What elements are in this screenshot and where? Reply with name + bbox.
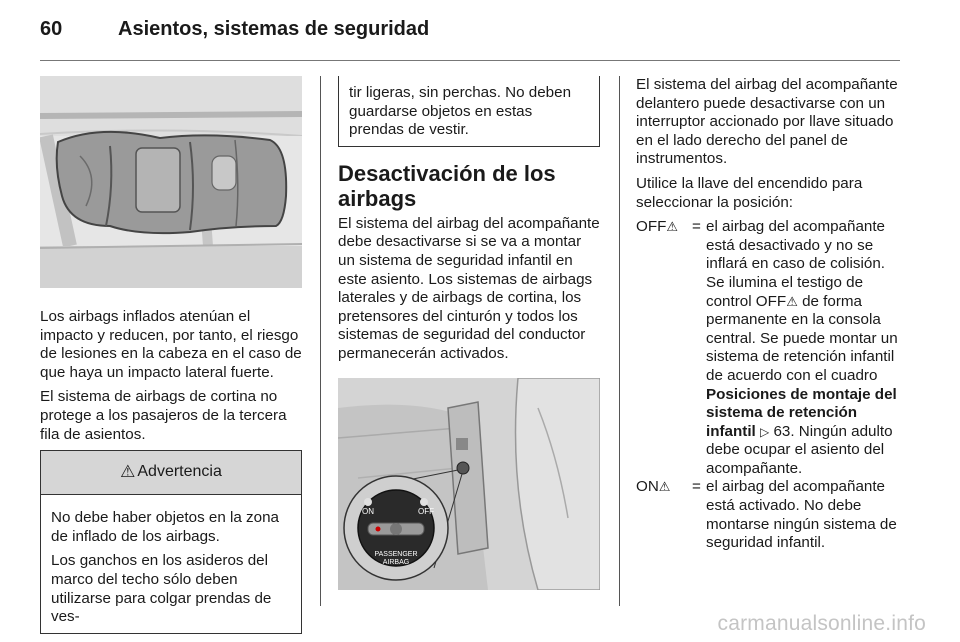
definition-row-on	[636, 478, 900, 552]
off-term: OFF	[636, 218, 667, 236]
cross-reference-link[interactable]: Posiciones de montaje del sistema de retención infantil	[706, 385, 897, 440]
airbag-off-seat-icon: ⚠	[666, 219, 679, 235]
warning-box-continued	[338, 76, 600, 147]
switch-off-label: OFF	[418, 506, 434, 516]
section-heading: Desactivación de los airbags	[338, 160, 556, 211]
watermark: carmanualsonline.info	[717, 612, 926, 635]
warning-triangle-icon: ⚠	[120, 462, 136, 482]
warning-paragraph: No debe haber objetos en la zona de inflado de los airbags.	[51, 509, 279, 545]
switch-caption-line1: PASSENGER	[374, 550, 418, 558]
header-rule	[40, 60, 900, 61]
page-number: 60	[40, 18, 63, 40]
column-1	[40, 76, 302, 634]
equals-sign: =	[692, 218, 701, 236]
warning-title: Advertencia	[137, 463, 222, 481]
off-definition-text: el airbag del acompañante está desactivado y no se inflará en caso de colisión. Se ilumina el testigo de control OFF	[706, 218, 886, 310]
paragraph: Utilice la llave del encendido para seleccionar la posición:	[636, 174, 863, 211]
warning-box	[40, 450, 302, 634]
paragraph: El sistema de airbags de cortina no protege a los pasajeros de la tercera fila de asientos.	[40, 388, 287, 443]
airbag-off-symbol-icon	[420, 498, 428, 506]
curtain-airbag-illustration	[40, 76, 302, 288]
off-definition	[706, 218, 900, 478]
on-term: ON	[636, 478, 659, 496]
off-definition-text-continued: de forma permanente en la consola central. Se puede montar un sistema de retención infantil de acuerdo con el cuadro	[706, 292, 898, 384]
column-divider	[619, 76, 620, 606]
warning-paragraph: tir ligeras, sin perchas. No deben guardarse objetos en estas prendas de vestir.	[349, 84, 572, 139]
column-2	[338, 76, 600, 590]
airbag-on-symbol-icon	[364, 498, 372, 506]
airbag-switch-drawing	[338, 378, 600, 590]
page-reference-arrow-icon: ▷	[760, 424, 770, 439]
off-definition-page-ref: 63. Ningún adulto debe ocupar el asiento del acompañante.	[706, 422, 893, 477]
warning-header	[41, 451, 301, 495]
warning-body	[41, 495, 301, 627]
page-title: Asientos, sistemas de seguridad	[118, 18, 430, 40]
position-definitions	[636, 218, 900, 553]
airbag-on-seat-icon: ⚠	[658, 479, 671, 495]
equals-sign: =	[692, 478, 701, 496]
curtain-airbag-drawing	[40, 76, 302, 288]
airbag-switch-illustration	[338, 378, 600, 590]
column-divider	[320, 76, 321, 606]
warning-paragraph: Los ganchos en los asideros del marco del techo sólo deben utilizarse para colgar prendas de ves-	[51, 552, 272, 626]
switch-on-label: ON	[362, 506, 374, 516]
paragraph: El sistema del airbag del acompañante delantero puede desactivarse con un interruptor accionado por llave situado en el lado derecho del panel de instrumentos.	[636, 76, 898, 168]
airbag-off-seat-icon: ⚠	[786, 293, 798, 309]
column-3	[636, 76, 900, 553]
paragraph: Los airbags inflados atenúan el impacto y reducen, por tanto, el riesgo de lesiones en la cabeza en el caso de que haya un impacto lateral fuerte.	[40, 308, 302, 381]
on-definition: el airbag del acompañante está activado. No debe montarse ningún sistema de seguridad infantil.	[706, 478, 897, 552]
paragraph: El sistema del airbag del acompañante debe desactivarse si se va a montar un sistema de seguridad infantil en este asiento. Los sistemas de airbags laterales y de airbags de cortina, los pretensores del cinturón y todos los sistemas de seguridad del conductor permanecerán activados.	[338, 214, 600, 362]
switch-caption-line2: AIRBAG	[382, 558, 410, 566]
definition-row-off	[636, 218, 900, 478]
page-header	[40, 18, 900, 52]
